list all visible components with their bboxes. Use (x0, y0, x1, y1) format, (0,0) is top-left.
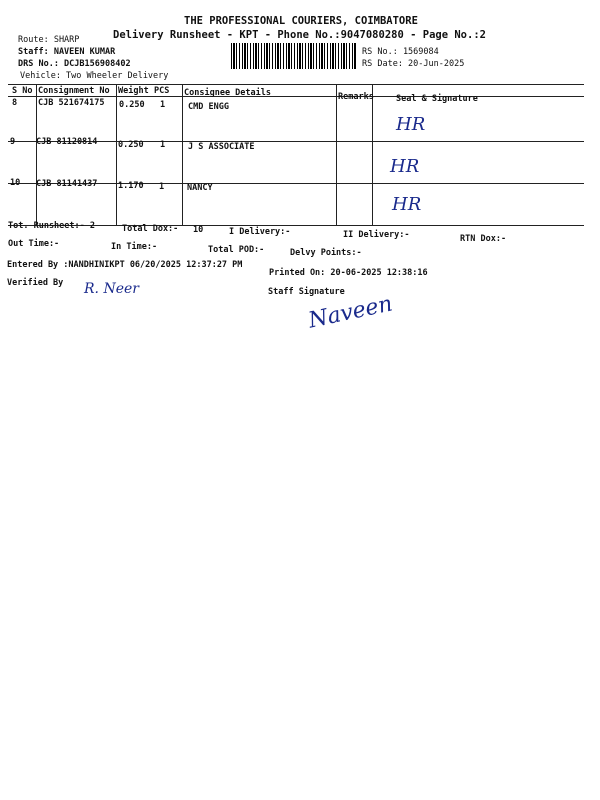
ii-delivery: II Delivery:- (343, 230, 410, 240)
row-consignee: J S ASSOCIATE (188, 142, 255, 152)
col-header-consignee: Consignee Details (184, 88, 271, 98)
route-label: Route: SHARP (18, 35, 80, 45)
row-sno: 8 (12, 98, 18, 108)
rs-number: RS No.: 1569084 (362, 47, 439, 57)
row-weight: 0.250 (119, 100, 145, 110)
row-consignee: CMD ENGG (188, 102, 229, 112)
printed-on: Printed On: 20-06-2025 12:38:16 (269, 268, 428, 278)
row-seal-signature: HR (392, 194, 422, 215)
row-consignment: CJB 81120814 (36, 137, 98, 147)
row-seal-signature: HR (396, 114, 426, 135)
col-divider (182, 84, 183, 225)
in-time: In Time:- (111, 242, 158, 252)
col-divider (372, 84, 373, 225)
row-sno: 10 (10, 178, 21, 188)
barcode (231, 43, 357, 69)
table-top-line (8, 84, 584, 85)
total-dox-label: Total Dox:- (122, 224, 179, 234)
row-weight: 0.250 (118, 140, 144, 150)
row-pcs: 1 (160, 140, 166, 150)
runsheet-title: Delivery Runsheet - KPT - Phone No.:9047080280 - Page No.:2 (113, 29, 486, 41)
staff-label: Staff: NAVEEN KUMAR (18, 47, 116, 57)
rtn-dox: RTN Dox:- (460, 234, 507, 244)
i-delivery: I Delivery:- (229, 227, 291, 237)
table-header-line (8, 96, 584, 97)
company-name: THE PROFESSIONAL COURIERS, COIMBATORE (184, 15, 418, 27)
row-consignment: CJB 81141437 (36, 179, 98, 189)
row-seal-signature: HR (390, 156, 420, 177)
verified-by-label: Verified By (7, 278, 64, 288)
entered-by: Entered By :NANDHINIKPT 06/20/2025 12:37:27 PM (7, 260, 243, 270)
row-pcs: 1 (160, 100, 166, 110)
col-header-consignment: Consignment No (38, 86, 110, 96)
delvy-points: Delvy Points:- (290, 248, 362, 258)
out-time: Out Time:- (8, 239, 60, 249)
total-dox-value: 10 (193, 225, 204, 235)
row-consignee: NANCY (187, 183, 213, 193)
row-sno: 9 (10, 137, 16, 147)
row-pcs: 1 (159, 182, 165, 192)
staff-signature-label: Staff Signature (268, 287, 345, 297)
verified-by-signature: R. Neer (84, 281, 139, 297)
drs-number: DRS No.: DCJB156908402 (18, 59, 131, 69)
staff-signature: Naveen (306, 291, 395, 334)
col-divider (116, 84, 117, 225)
rs-date: RS Date: 20-Jun-2025 (362, 59, 465, 69)
col-header-pcs: PCS (154, 86, 170, 96)
col-header-sno: S No (12, 86, 33, 96)
col-header-seal: Seal & Signature (396, 94, 478, 104)
row-consignment: CJB 521674175 (38, 98, 105, 108)
col-divider (336, 84, 337, 225)
total-pod: Total POD:- (208, 245, 265, 255)
col-header-remarks: Remarks (338, 92, 374, 102)
col-header-weight: Weight (118, 86, 149, 96)
tot-runsheet: Tot. Runsheet:- 2 (8, 221, 95, 231)
row-weight: 1.170 (118, 181, 144, 191)
col-divider (36, 84, 37, 225)
vehicle-label: Vehicle: Two Wheeler Delivery (20, 71, 169, 81)
